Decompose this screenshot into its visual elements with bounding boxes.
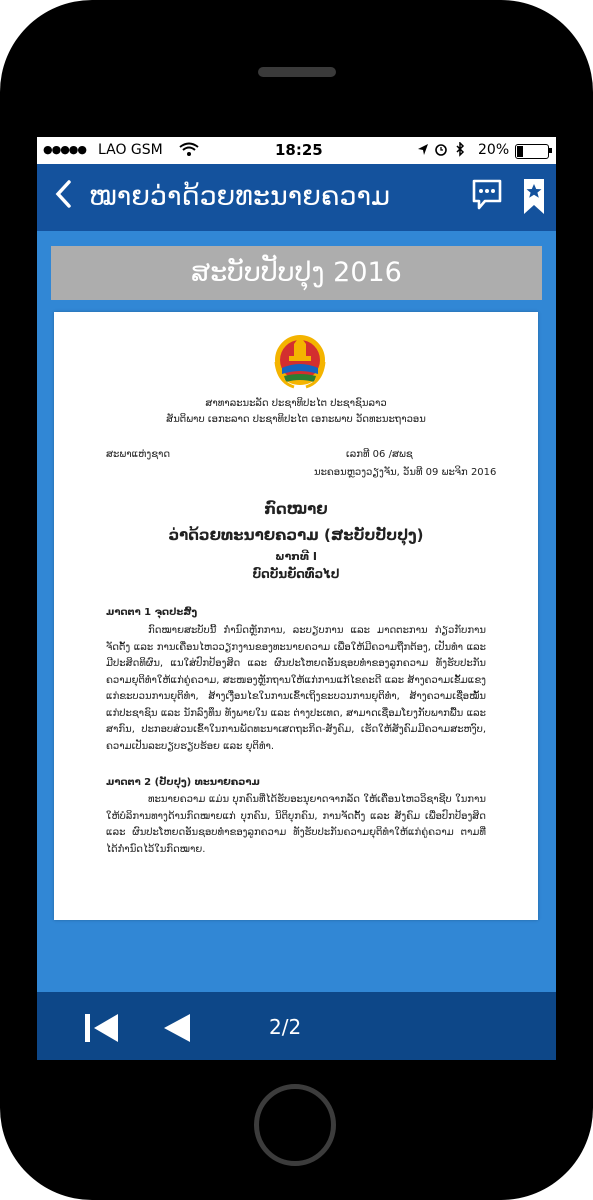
- battery-percent: 20%: [478, 142, 510, 158]
- status-bar: [37, 137, 556, 164]
- doc-law-title: ວ່າດ້ວຍທະນາຍຄວາມ (ສະບັບປັບປຸງ): [168, 526, 424, 544]
- article1-body: ກົດໝາຍສະບັບນີ້ ກຳນົດຫຼັກການ, ລະບຽບການ ແລະ ມາດຕະການ ກ່ຽວກັບການຈັດຕັ້ງ ແລະ ການເຄື່ອນໄຫວວຽກງານຂອງທະນາຍຄວາມ ເພື່ອໃຫ້ມີຄວາມຖືກຕ້ອງ, ເປັນທຳ ແລະ ມີປະສິດທິຜົນ, ແນໃສ່ປົກປ້ອງສິດ ແລະ ຜົນປະໂຫຍດອັນຊອບທຳຂອງລູກຄວາມ ທັງຮັບປະກັນຄວາມຍຸຕິທຳໃຫ້ແກ່ຄູ່ຄວາມ, ສະໜອງຫຼັກຖານໃຫ້ແກ່ການແກ້ໄຂຄະດີ ແລະ ສ້າງຄວາມເຂັ້ມແຂງແກ່ຂະບວນການຍຸຕິທຳ, ສ້າງເງື່ອນໄຂໃນການເຂົ້າເຖິງຂະບວນການຍຸຕິທຳ, ສ້າງຄວາມເຊື່ອໝັ້ນແກ່ປະຊາຊົນ ແລະ ນັກລົງທຶນ ທັງພາຍໃນ ແລະ ຕ່າງປະເທດ, ສາມາດເຊື່ອມໂຍງກັບພາກພື້ນ ແລະ ສາກົນ, ປະກອບສ່ວນເຂົ້າໃນການພັດທະນາເສດຖະກິດ-ສັງຄົມ, ເຮັດໃຫ້ສັງຄົມມີຄວາມສະຫງົບ, ຄວາມເປັນລະບຽບຮຽບຮ້ອຍ ແລະ ຍຸຕິທຳ.: [106, 625, 486, 752]
- back-chevron-icon[interactable]: [53, 176, 73, 218]
- bottom-toolbar: [37, 992, 556, 1060]
- doc-date: ນະຄອນຫຼວງວຽງຈັນ, ວັນທີ 09 ພະຈິກ 2016: [314, 467, 497, 478]
- doc-part: ພາກທີ I: [275, 550, 317, 563]
- battery-icon: [515, 144, 549, 159]
- doc-law-word: ກົດໝາຍ: [264, 500, 328, 518]
- previous-page-icon[interactable]: [162, 1012, 192, 1048]
- home-button[interactable]: [254, 1084, 336, 1166]
- doc-number: ເລກທີ 06 /ສພຊ: [346, 449, 413, 460]
- doc-header-line1: ສາທາລະນະລັດ ປະຊາທິປະໄຕ ປະຊາຊົນລາວ: [205, 398, 387, 409]
- location-arrow-icon: [418, 144, 428, 155]
- doc-issuer: ສະພາແຫ່ງຊາດ: [106, 449, 171, 460]
- app-screen: [37, 137, 556, 1060]
- alarm-icon: [436, 145, 446, 155]
- bluetooth-icon: [457, 143, 463, 155]
- battery-tip: [549, 148, 552, 153]
- article2-title: ມາດຕາ 2 (ປັບປຸງ) ທະນາຍຄວາມ: [106, 777, 260, 788]
- lao-emblem-icon: [272, 332, 328, 394]
- page-indicator: 2/2: [269, 1015, 302, 1039]
- article1-title: ມາດຕາ 1 ຈຸດປະສົງ: [106, 607, 198, 618]
- doc-header-line2: ສັນຕິພາບ ເອກະລາດ ປະຊາທິປະໄຕ ເອກະພາບ ວັດທະນະຖາວອນ: [166, 414, 426, 425]
- signal-strength: ●●●●●: [43, 143, 86, 156]
- doc-part-title: ບົດບັນຍັດທົ່ວໄປ: [252, 567, 340, 581]
- reader-area: [37, 231, 556, 992]
- nav-bar: [37, 164, 556, 231]
- document-page[interactable]: [54, 312, 538, 920]
- status-icons: [417, 142, 472, 161]
- carrier-name: LAO GSM: [98, 142, 163, 158]
- battery-level: [517, 146, 523, 157]
- clock: 18:25: [275, 141, 323, 159]
- chat-icon[interactable]: [471, 178, 503, 216]
- nav-title: ໝາຍວ່າດ້ວຍທະນາຍຄວາມ: [89, 181, 391, 212]
- article2-body: ທະນາຍຄວາມ ແມ່ນ ບຸກຄົນທີ່ໄດ້ຮັບອະນຸຍາດຈາກລັດ ໃຫ້ເຄື່ອນໄຫວວິຊາຊີບ ໃນການໃຫ້ບໍລິການທາງດ້ານກົດໝາຍແກ່ ບຸກຄົນ, ນິຕິບຸກຄົນ, ການຈັດຕັ້ງ ແລະ ສັງຄົມ ເພື່ອປົກປ້ອງສິດ ແລະ ຜົນປະໂຫຍດອັນຊອບທຳຂອງລູກຄວາມ ທັງຮັບປະກັນຄວາມຍຸຕິທຳໃຫ້ແກ່ຄູ່ຄວາມ ຕາມທີ່ໄດ້ກຳນົດໄວ້ໃນກົດໝາຍ.: [106, 794, 486, 855]
- phone-speaker: [258, 67, 336, 77]
- wifi-icon: [179, 142, 199, 161]
- edition-banner: ສະບັບປັບປຸງ 2016: [51, 246, 542, 300]
- first-page-icon[interactable]: [84, 1012, 120, 1048]
- bookmark-star-icon[interactable]: [522, 178, 546, 220]
